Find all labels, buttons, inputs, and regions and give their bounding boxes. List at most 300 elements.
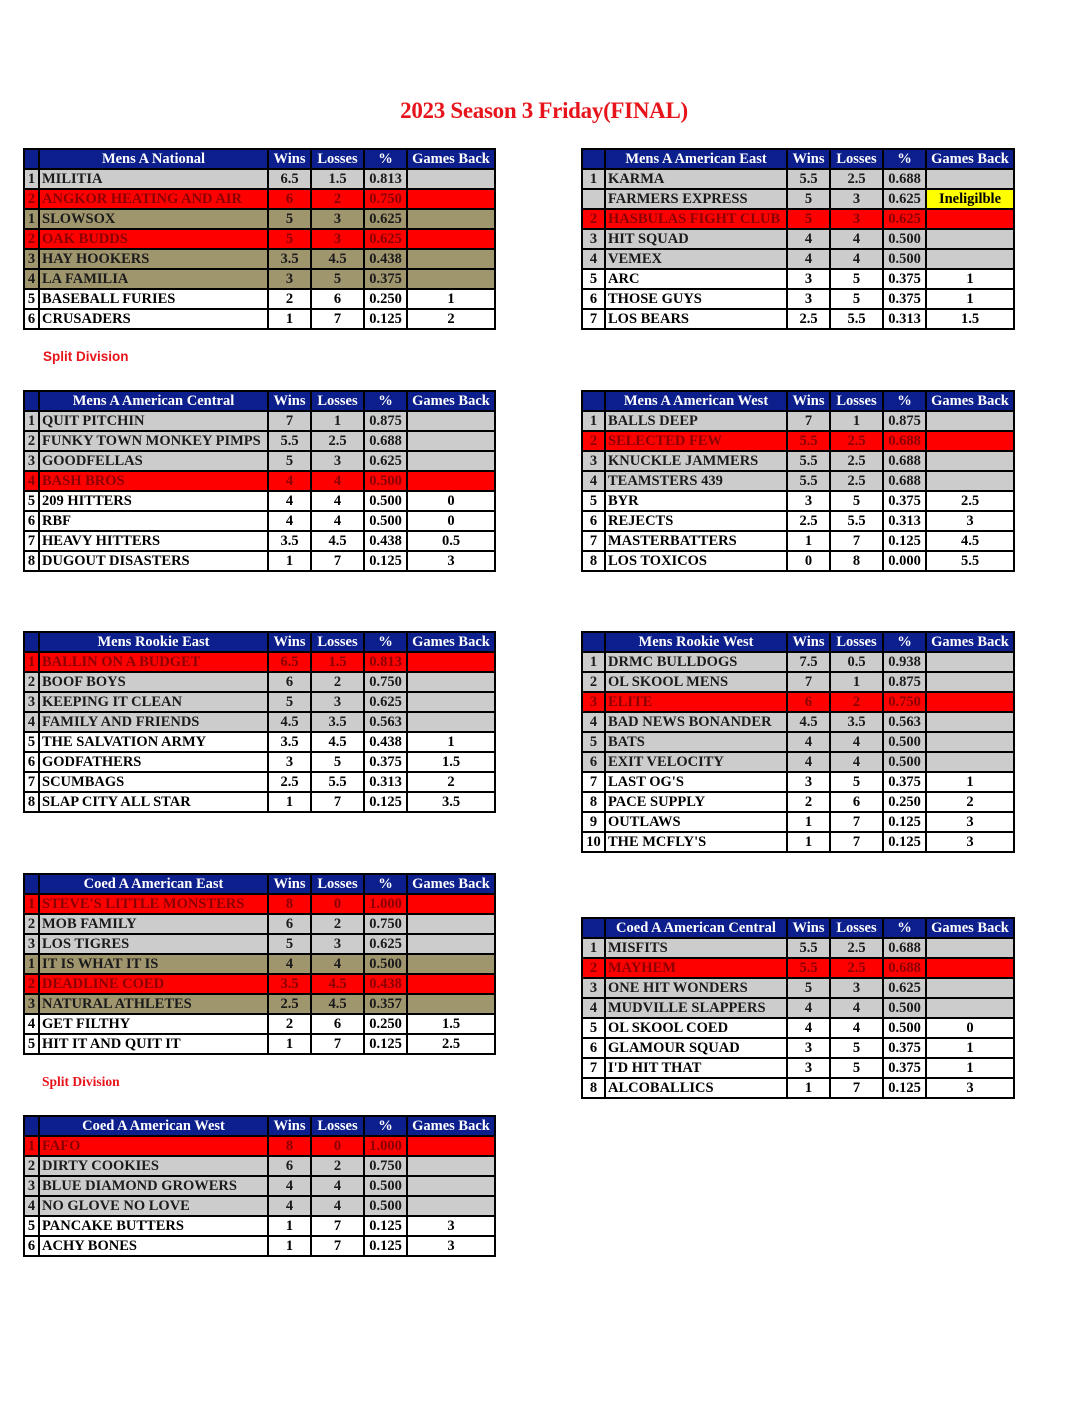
team-name: BASEBALL FURIES (39, 289, 268, 309)
games-back-cell: 1 (926, 1038, 1014, 1058)
pct-cell: 0.625 (364, 934, 407, 954)
standings-table-mens-a-american-central (23, 390, 496, 572)
team-name: MUDVILLE SLAPPERS (605, 998, 787, 1018)
standings-table-coed-a-american-east (23, 873, 496, 1055)
rank-cell: 7 (24, 772, 39, 792)
pct-cell: 0.688 (883, 431, 926, 451)
team-name: FAMILY AND FRIENDS (39, 712, 268, 732)
team-row (582, 672, 1014, 692)
rank-cell: 2 (582, 672, 605, 692)
losses-header: Losses (830, 632, 883, 652)
team-row (582, 209, 1014, 229)
games-back-cell (407, 269, 495, 289)
rank-cell: 3 (24, 934, 39, 954)
team-row (24, 1014, 495, 1034)
losses-cell: 4 (830, 229, 883, 249)
rank-cell: 3 (582, 451, 605, 471)
losses-cell: 8 (830, 551, 883, 571)
rank-cell: 4 (24, 712, 39, 732)
wins-cell: 6.5 (268, 169, 311, 189)
team-name: NO GLOVE NO LOVE (39, 1196, 268, 1216)
games-back-cell (926, 411, 1014, 431)
division-name: Mens A American Central (39, 391, 268, 411)
losses-cell: 5.5 (311, 772, 364, 792)
team-name: ELITE (605, 692, 787, 712)
games-back-cell (926, 998, 1014, 1018)
losses-cell: 7 (311, 309, 364, 329)
losses-cell: 4.5 (311, 994, 364, 1014)
division-name: Mens Rookie East (39, 632, 268, 652)
losses-cell: 5 (311, 269, 364, 289)
wins-cell: 5 (268, 209, 311, 229)
games-back-cell: 3 (926, 1078, 1014, 1098)
team-name: PACE SUPPLY (605, 792, 787, 812)
division-name: Mens A American West (605, 391, 787, 411)
team-name: FUNKY TOWN MONKEY PIMPS (39, 431, 268, 451)
wins-cell: 6 (268, 914, 311, 934)
wins-header: Wins (268, 632, 311, 652)
games-back-cell: 0.5 (407, 531, 495, 551)
games-back-cell: 3.5 (407, 792, 495, 812)
pct-header: % (883, 149, 926, 169)
team-row (24, 249, 495, 269)
rank-cell: 4 (24, 269, 39, 289)
rank-cell: 2 (582, 209, 605, 229)
team-name: BALLIN ON A BUDGET (39, 652, 268, 672)
team-row (582, 1078, 1014, 1098)
team-name: MISFITS (605, 938, 787, 958)
standings-table-mens-rookie-east (23, 631, 496, 813)
team-row (582, 531, 1014, 551)
wins-cell: 6.5 (268, 652, 311, 672)
wins-cell: 4 (787, 752, 830, 772)
header-row (24, 632, 495, 652)
games-back-cell (407, 672, 495, 692)
team-row (582, 189, 1014, 209)
team-row (582, 752, 1014, 772)
wins-cell: 1 (268, 1034, 311, 1054)
pct-cell: 0.625 (883, 209, 926, 229)
pct-header: % (364, 632, 407, 652)
team-row (24, 792, 495, 812)
games-back-cell (926, 471, 1014, 491)
team-name: FAFO (39, 1136, 268, 1156)
team-row (582, 978, 1014, 998)
pct-header: % (883, 632, 926, 652)
games-back-cell: 4.5 (926, 531, 1014, 551)
rank-cell: 5 (24, 1034, 39, 1054)
wins-cell: 5.5 (787, 471, 830, 491)
games-back-cell (407, 229, 495, 249)
losses-cell: 6 (830, 792, 883, 812)
rank-cell: 4 (582, 249, 605, 269)
pct-cell: 0.500 (883, 752, 926, 772)
team-name: GOODFELLAS (39, 451, 268, 471)
team-row (582, 309, 1014, 329)
losses-cell: 3.5 (830, 712, 883, 732)
team-name: DEADLINE COED (39, 974, 268, 994)
games-back-cell: 1 (926, 772, 1014, 792)
games-back-header: Games Back (407, 632, 495, 652)
wins-cell: 0 (787, 551, 830, 571)
games-back-cell: 2 (407, 772, 495, 792)
wins-cell: 3.5 (268, 249, 311, 269)
wins-cell: 5 (268, 229, 311, 249)
team-row (582, 229, 1014, 249)
losses-cell: 4 (311, 491, 364, 511)
team-name: STEVE'S LITTLE MONSTERS (39, 894, 268, 914)
wins-cell: 7 (787, 411, 830, 431)
games-back-cell (926, 169, 1014, 189)
games-back-cell (407, 994, 495, 1014)
standings-table-mens-a-national (23, 148, 496, 330)
losses-cell: 7 (830, 1078, 883, 1098)
rank-cell (582, 189, 605, 209)
games-back-cell (926, 209, 1014, 229)
wins-cell: 4 (787, 249, 830, 269)
rank-header (582, 632, 605, 652)
losses-cell: 7 (830, 812, 883, 832)
team-name: MAYHEM (605, 958, 787, 978)
pct-header: % (883, 391, 926, 411)
losses-cell: 3 (311, 229, 364, 249)
pct-cell: 0.688 (883, 471, 926, 491)
wins-cell: 3 (787, 772, 830, 792)
rank-cell: 5 (24, 491, 39, 511)
pct-cell: 0.438 (364, 249, 407, 269)
rank-cell: 1 (24, 169, 39, 189)
team-row (24, 1034, 495, 1054)
team-name: 209 HITTERS (39, 491, 268, 511)
rank-cell: 7 (582, 531, 605, 551)
wins-cell: 7.5 (787, 652, 830, 672)
rank-cell: 2 (582, 958, 605, 978)
team-name: GODFATHERS (39, 752, 268, 772)
pct-cell: 0.125 (364, 1034, 407, 1054)
division-name: Mens A American East (605, 149, 787, 169)
team-name: THOSE GUYS (605, 289, 787, 309)
games-back-cell (926, 652, 1014, 672)
games-back-cell: 1 (407, 732, 495, 752)
rank-cell: 2 (24, 189, 39, 209)
games-back-cell (926, 978, 1014, 998)
pct-cell: 0.625 (883, 189, 926, 209)
wins-cell: 4 (268, 471, 311, 491)
rank-cell: 1 (582, 938, 605, 958)
pct-cell: 0.563 (364, 712, 407, 732)
team-name: GET FILTHY (39, 1014, 268, 1034)
games-back-cell (407, 652, 495, 672)
rank-cell: 3 (24, 994, 39, 1014)
pct-cell: 0.375 (883, 1058, 926, 1078)
pct-cell: 0.688 (364, 431, 407, 451)
games-back-cell (926, 249, 1014, 269)
rank-cell: 3 (24, 249, 39, 269)
team-name: BOOF BOYS (39, 672, 268, 692)
wins-cell: 8 (268, 894, 311, 914)
team-name: KEEPING IT CLEAN (39, 692, 268, 712)
team-row (24, 1136, 495, 1156)
losses-cell: 5 (830, 269, 883, 289)
rank-cell: 3 (582, 978, 605, 998)
rank-header (582, 918, 605, 938)
rank-cell: 5 (24, 289, 39, 309)
games-back-cell (407, 209, 495, 229)
pct-cell: 0.125 (364, 1216, 407, 1236)
team-row (582, 1058, 1014, 1078)
pct-cell: 0.500 (883, 229, 926, 249)
losses-cell: 2 (311, 1156, 364, 1176)
rank-cell: 6 (24, 1236, 39, 1256)
pct-cell: 0.750 (364, 672, 407, 692)
games-back-cell (407, 954, 495, 974)
rank-cell: 1 (24, 1136, 39, 1156)
losses-cell: 2 (311, 189, 364, 209)
losses-cell: 2.5 (830, 938, 883, 958)
pct-cell: 0.125 (883, 1078, 926, 1098)
team-row (582, 491, 1014, 511)
page-title: 2023 Season 3 Friday(FINAL) (400, 98, 688, 123)
team-name: MASTERBATTERS (605, 531, 787, 551)
losses-cell: 1.5 (311, 169, 364, 189)
team-row (24, 229, 495, 249)
games-back-cell (926, 431, 1014, 451)
rank-cell: 10 (582, 832, 605, 852)
team-name: OAK BUDDS (39, 229, 268, 249)
games-back-cell (407, 712, 495, 732)
rank-cell: 6 (582, 1038, 605, 1058)
games-back-cell: 5.5 (926, 551, 1014, 571)
wins-cell: 4 (268, 491, 311, 511)
pct-cell: 0.125 (883, 531, 926, 551)
pct-cell: 0.438 (364, 732, 407, 752)
rank-cell: 6 (24, 752, 39, 772)
pct-cell: 1.000 (364, 894, 407, 914)
team-name: CRUSADERS (39, 309, 268, 329)
games-back-cell (407, 411, 495, 431)
wins-cell: 3 (268, 752, 311, 772)
games-back-cell: 1 (407, 289, 495, 309)
games-back-cell: 1 (926, 1058, 1014, 1078)
pct-header: % (883, 918, 926, 938)
ineligible-badge: Ineligilble (926, 189, 1014, 209)
pct-cell: 0.313 (883, 511, 926, 531)
games-back-cell: 3 (407, 1216, 495, 1236)
team-name: IT IS WHAT IT IS (39, 954, 268, 974)
wins-cell: 6 (787, 692, 830, 712)
losses-cell: 2.5 (830, 169, 883, 189)
games-back-cell: 2.5 (926, 491, 1014, 511)
pct-cell: 0.625 (364, 692, 407, 712)
team-row (24, 289, 495, 309)
division-name: Coed A American Central (605, 918, 787, 938)
rank-cell: 2 (24, 431, 39, 451)
team-row (582, 692, 1014, 712)
rank-cell: 3 (24, 451, 39, 471)
losses-cell: 4 (311, 511, 364, 531)
team-name: KNUCKLE JAMMERS (605, 451, 787, 471)
wins-cell: 4 (268, 954, 311, 974)
pct-cell: 0.250 (364, 289, 407, 309)
pct-header: % (364, 1116, 407, 1136)
wins-cell: 3 (268, 269, 311, 289)
wins-cell: 7 (268, 411, 311, 431)
wins-cell: 1 (787, 1078, 830, 1098)
pct-cell: 0.125 (883, 812, 926, 832)
losses-cell: 4 (830, 1018, 883, 1038)
pct-header: % (364, 874, 407, 894)
wins-cell: 5.5 (787, 451, 830, 471)
team-row (582, 1038, 1014, 1058)
losses-cell: 1 (830, 672, 883, 692)
team-row (24, 451, 495, 471)
standings-table-mens-rookie-west (581, 631, 1015, 853)
wins-cell: 5 (268, 451, 311, 471)
rank-cell: 5 (582, 491, 605, 511)
team-name: LOS TIGRES (39, 934, 268, 954)
games-back-cell: 1.5 (926, 309, 1014, 329)
pct-cell: 0.125 (883, 832, 926, 852)
pct-cell: 0.688 (883, 958, 926, 978)
team-name: HASBULAS FIGHT CLUB (605, 209, 787, 229)
games-back-header: Games Back (926, 918, 1014, 938)
rank-cell: 8 (24, 792, 39, 812)
rank-cell: 4 (582, 712, 605, 732)
rank-cell: 9 (582, 812, 605, 832)
pct-cell: 0.375 (883, 289, 926, 309)
pct-cell: 0.500 (364, 511, 407, 531)
header-row (582, 391, 1014, 411)
wins-cell: 3.5 (268, 531, 311, 551)
team-name: ACHY BONES (39, 1236, 268, 1256)
team-row (24, 712, 495, 732)
header-row (582, 918, 1014, 938)
team-name: BATS (605, 732, 787, 752)
pct-cell: 0.500 (883, 249, 926, 269)
games-back-cell (407, 189, 495, 209)
rank-cell: 7 (582, 1058, 605, 1078)
losses-header: Losses (830, 149, 883, 169)
games-back-cell (926, 938, 1014, 958)
pct-cell: 1.000 (364, 1136, 407, 1156)
games-back-header: Games Back (407, 149, 495, 169)
losses-cell: 2.5 (311, 431, 364, 451)
team-row (24, 692, 495, 712)
team-name: OL SKOOL MENS (605, 672, 787, 692)
pct-cell: 0.625 (883, 978, 926, 998)
wins-cell: 2 (268, 289, 311, 309)
games-back-cell: 2.5 (407, 1034, 495, 1054)
team-row (24, 1196, 495, 1216)
pct-cell: 0.500 (364, 1196, 407, 1216)
wins-cell: 3.5 (268, 974, 311, 994)
pct-cell: 0.750 (364, 914, 407, 934)
team-row (582, 772, 1014, 792)
pct-cell: 0.125 (364, 792, 407, 812)
pct-cell: 0.625 (364, 209, 407, 229)
games-back-cell (407, 169, 495, 189)
pct-cell: 0.125 (364, 551, 407, 571)
pct-cell: 0.375 (883, 1038, 926, 1058)
rank-cell: 2 (24, 914, 39, 934)
rank-cell: 3 (582, 692, 605, 712)
pct-cell: 0.375 (883, 772, 926, 792)
losses-cell: 4 (311, 1196, 364, 1216)
losses-cell: 4.5 (311, 531, 364, 551)
games-back-cell (407, 249, 495, 269)
team-name: REJECTS (605, 511, 787, 531)
losses-cell: 5 (830, 1038, 883, 1058)
team-name: HEAVY HITTERS (39, 531, 268, 551)
games-back-header: Games Back (926, 391, 1014, 411)
games-back-cell: 2 (926, 792, 1014, 812)
losses-cell: 4.5 (311, 249, 364, 269)
losses-header: Losses (311, 1116, 364, 1136)
rank-cell: 1 (582, 169, 605, 189)
losses-cell: 4 (311, 471, 364, 491)
wins-header: Wins (787, 149, 830, 169)
team-name: ANGKOR HEATING AND AIR (39, 189, 268, 209)
header-row (582, 149, 1014, 169)
games-back-cell: 3 (926, 511, 1014, 531)
rank-cell: 2 (24, 974, 39, 994)
wins-header: Wins (787, 918, 830, 938)
games-back-cell (926, 752, 1014, 772)
wins-cell: 5.5 (787, 169, 830, 189)
pct-cell: 0.250 (883, 792, 926, 812)
losses-cell: 0.5 (830, 652, 883, 672)
rank-cell: 6 (24, 309, 39, 329)
rank-cell: 6 (582, 511, 605, 531)
pct-cell: 0.750 (364, 189, 407, 209)
division-name: Mens Rookie West (605, 632, 787, 652)
header-row (24, 149, 495, 169)
team-row (24, 189, 495, 209)
games-back-cell (407, 692, 495, 712)
team-name: MOB FAMILY (39, 914, 268, 934)
pct-cell: 0.500 (364, 491, 407, 511)
games-back-cell (407, 934, 495, 954)
team-name: EXIT VELOCITY (605, 752, 787, 772)
wins-cell: 4 (787, 998, 830, 1018)
team-name: BLUE DIAMOND GROWERS (39, 1176, 268, 1196)
pct-cell: 0.375 (883, 491, 926, 511)
rank-cell: 2 (24, 1156, 39, 1176)
pct-cell: 0.938 (883, 652, 926, 672)
wins-header: Wins (268, 1116, 311, 1136)
team-row (582, 792, 1014, 812)
rank-cell: 3 (24, 692, 39, 712)
team-row (582, 471, 1014, 491)
losses-cell: 5 (830, 1058, 883, 1078)
losses-cell: 4 (830, 732, 883, 752)
pct-cell: 0.375 (364, 752, 407, 772)
games-back-cell: 0 (407, 491, 495, 511)
games-back-cell: 0 (407, 511, 495, 531)
wins-cell: 5.5 (787, 431, 830, 451)
team-name: RBF (39, 511, 268, 531)
team-row (582, 451, 1014, 471)
pct-cell: 0.438 (364, 974, 407, 994)
team-row (582, 1018, 1014, 1038)
games-back-cell (407, 451, 495, 471)
losses-cell: 1 (311, 411, 364, 431)
rank-cell: 3 (582, 229, 605, 249)
rank-cell: 4 (582, 471, 605, 491)
rank-cell: 5 (582, 269, 605, 289)
games-back-cell (407, 1156, 495, 1176)
pct-cell: 0.688 (883, 451, 926, 471)
